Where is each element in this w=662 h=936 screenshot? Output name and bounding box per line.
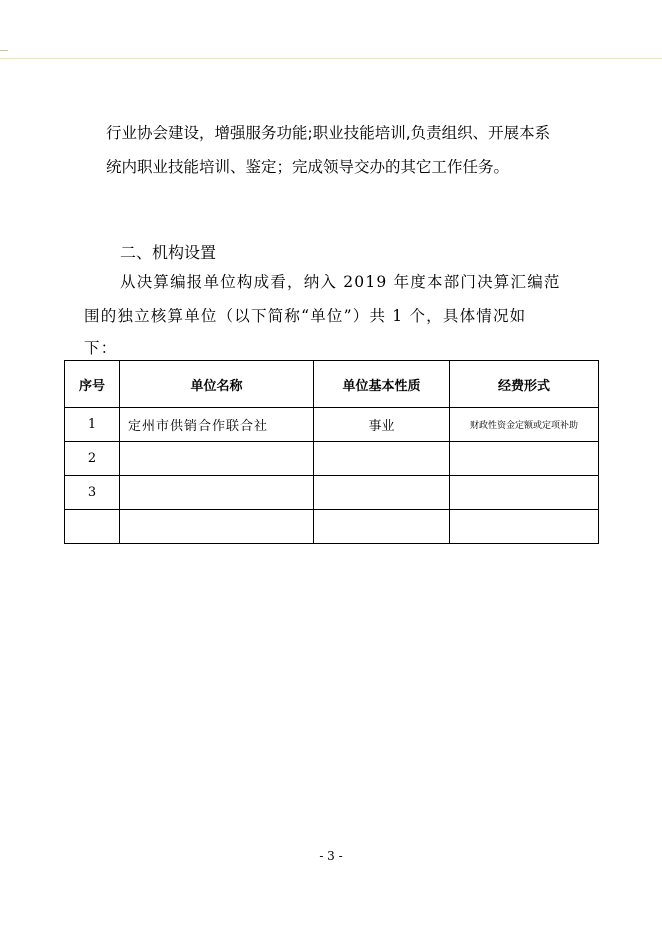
- cell-index: 1: [65, 408, 120, 442]
- cell-funding-type: [450, 510, 599, 544]
- paragraph-line: 行业协会建设，增强服务功能;职业技能培训,负责组织、开展本系: [106, 124, 551, 142]
- cell-index: 3: [65, 476, 120, 510]
- paragraph-line: 从决算编报单位构成看，纳入 2019 年度本部门决算汇编范: [120, 273, 561, 291]
- paragraph-line: 统内职业技能培训、鉴定；完成领导交办的其它工作任务。: [106, 158, 510, 176]
- paragraph-line: 围的独立核算单位（以下简称“单位”）共 1 个，具体情况如: [84, 307, 527, 325]
- cell-funding-type: [450, 476, 599, 510]
- table-row: [65, 510, 599, 544]
- page-number: - 3 -: [319, 849, 343, 863]
- header-corner-mark: [0, 50, 8, 51]
- cell-unit-name: 定州市供销合作联合社: [120, 408, 314, 442]
- cell-unit-nature: 事业: [314, 408, 450, 442]
- table-row: [65, 442, 599, 476]
- cell-unit-nature: [314, 476, 450, 510]
- cell-funding-type: 财政性资金定额或定项补助: [450, 408, 599, 442]
- cell-unit-name: [120, 442, 314, 476]
- header-index: 序号: [65, 361, 120, 408]
- cell-index: [65, 510, 120, 544]
- header-funding-type: 经费形式: [450, 361, 599, 408]
- section-heading: 二、机构设置: [120, 243, 217, 262]
- cell-unit-name: [120, 510, 314, 544]
- units-table: [64, 360, 599, 544]
- header-rule: [0, 58, 662, 59]
- cell-unit-nature: [314, 442, 450, 476]
- cell-unit-name: [120, 476, 314, 510]
- table-row: [65, 408, 599, 442]
- cell-funding-type: [450, 442, 599, 476]
- header-unit-nature: 单位基本性质: [314, 361, 450, 408]
- header-unit-name: 单位名称: [120, 361, 314, 408]
- table-header-row: [65, 361, 599, 408]
- cell-unit-nature: [314, 510, 450, 544]
- paragraph-line: 下：: [84, 339, 118, 357]
- table-row: [65, 476, 599, 510]
- cell-index: 2: [65, 442, 120, 476]
